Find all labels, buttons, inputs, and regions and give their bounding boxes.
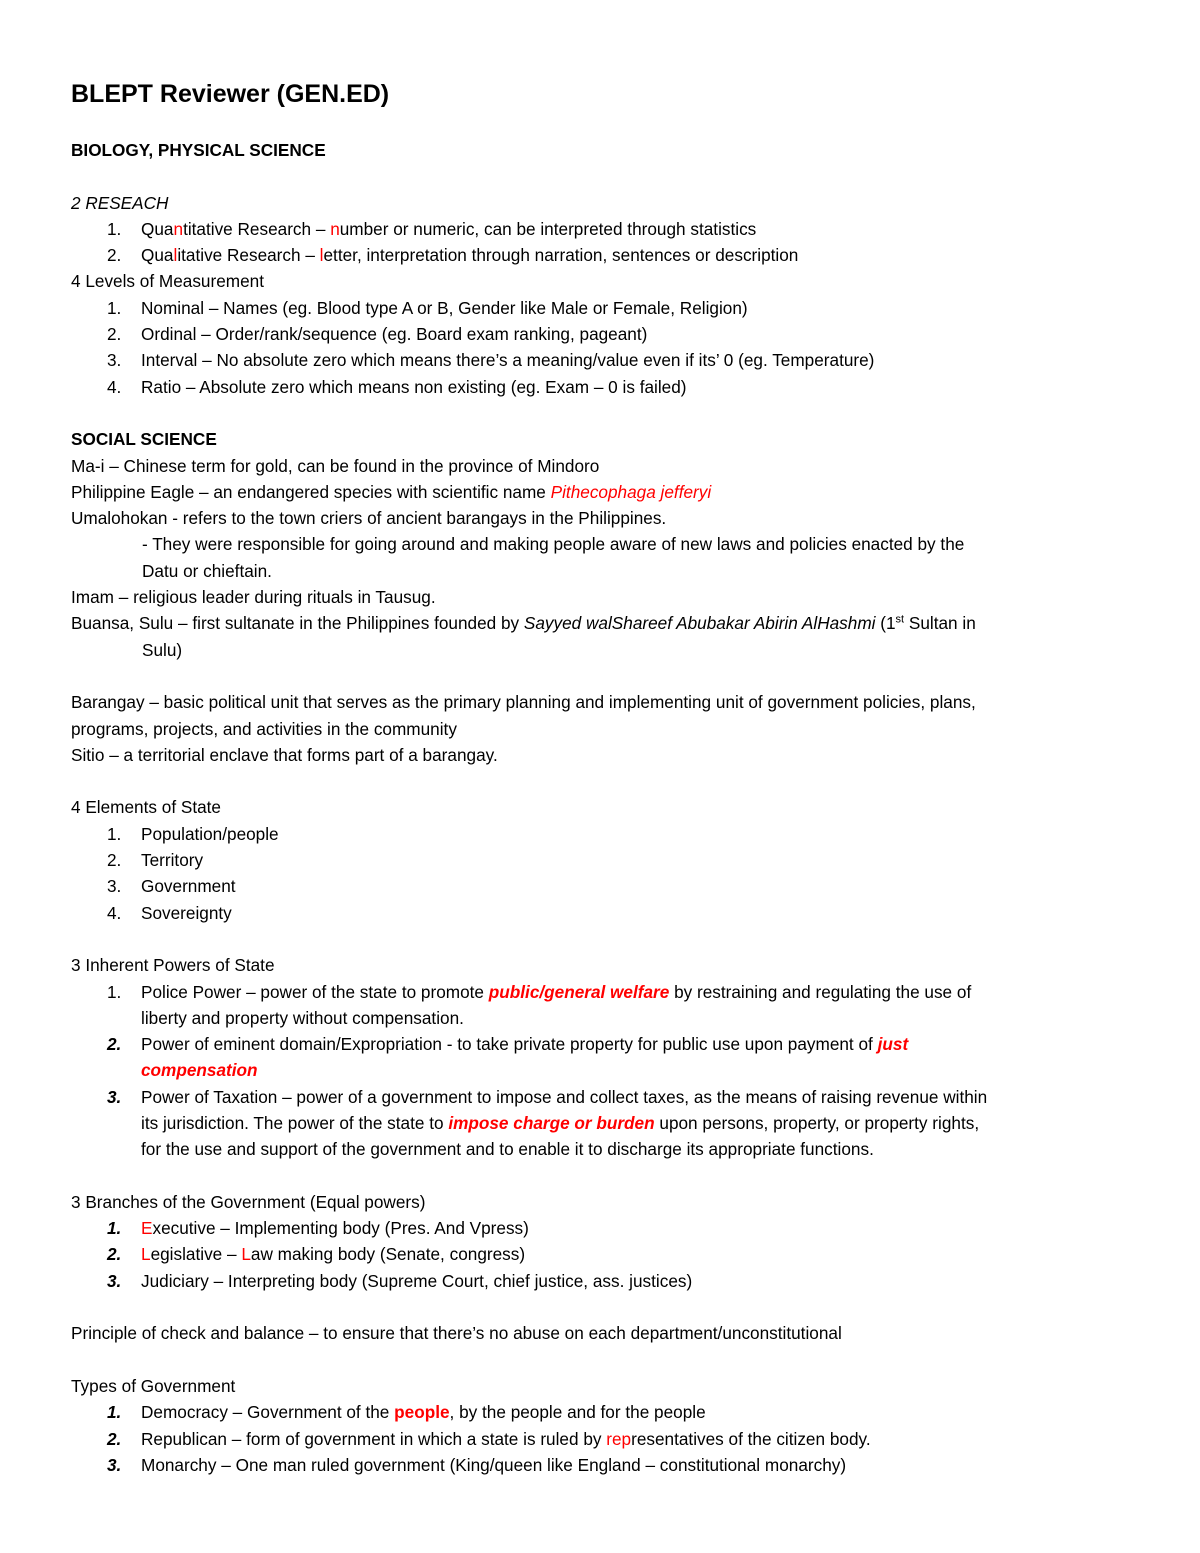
list-number: 3.: [107, 1454, 122, 1475]
list-item: 4. Ratio – Absolute zero which means non existing (eg. Exam – 0 is failed): [71, 374, 1140, 400]
sultan-name: Sayyed walShareef Abubakar Abirin AlHashmi: [523, 613, 876, 634]
list-number: 1.: [107, 1402, 122, 1423]
list-item: 3. Government: [71, 873, 1140, 899]
research-heading: 2 RESEACH: [71, 192, 169, 213]
section-heading-biology: BIOLOGY, PHYSICAL SCIENCE: [71, 140, 326, 160]
mai-definition: Ma-i – Chinese term for gold, can be found in the province of Mindoro: [71, 455, 600, 476]
list-number: 1.: [107, 823, 122, 844]
list-number: 1.: [107, 1218, 122, 1239]
document-title: BLEPT Reviewer (GEN.ED): [71, 80, 390, 108]
list-item: 1. Democracy – Government of the people, by the people and for the people: [71, 1399, 1140, 1425]
types-heading: Types of Government: [71, 1375, 236, 1396]
list-number: 2.: [107, 1428, 122, 1449]
spacer: [71, 1163, 1140, 1189]
elements-list: [71, 821, 1140, 926]
spacer: [71, 926, 1140, 952]
list-number: 2.: [107, 245, 122, 266]
eagle-definition: Philippine Eagle – an endangered species with scientific name Pithecophaga jefferyi: [71, 481, 712, 502]
list-item: 1. Police Power – power of the state to promote public/general welfare by restraining and regulating the use of liberty and property without compensation.: [71, 979, 1140, 1032]
list-number: 2.: [107, 850, 122, 871]
branches-heading: 3 Branches of the Government (Equal powers): [71, 1191, 426, 1212]
list-number: 3.: [107, 1086, 122, 1107]
list-item: 1. Nominal – Names (eg. Blood type A or B, Gender like Male or Female, Religion): [71, 295, 1140, 321]
elements-heading: 4 Elements of State: [71, 797, 221, 818]
list-number: 1.: [107, 981, 122, 1002]
powers-list: [71, 979, 1140, 1163]
umalohokan-definition: Umalohokan - refers to the town criers of ancient barangays in the Philippines.: [71, 508, 667, 529]
section-heading-social-science: SOCIAL SCIENCE: [71, 429, 217, 450]
check-and-balance: Principle of check and balance – to ensure that there’s no abuse on each department/unconstitutional: [71, 1323, 842, 1344]
list-item: 3. Interval – No absolute zero which means there’s a meaning/value even if its’ 0 (eg. Temperature): [71, 347, 1140, 373]
list-item: 1. Executive – Implementing body (Pres. And Vpress): [71, 1215, 1140, 1241]
barangay-definition-cont: programs, projects, and activities in the community: [71, 718, 457, 739]
research-list: [71, 216, 1140, 269]
spacer: [71, 768, 1140, 794]
list-item: 3. Power of Taxation – power of a government to impose and collect taxes, as the means of raising revenue within its jurisdiction. The power of the state to impose charge or burden upon persons, property, or property rights, for the use and support of the government and to enable it to discharge its appropriate functions.: [71, 1084, 1140, 1163]
branches-list: [71, 1215, 1140, 1294]
barangay-definition: Barangay – basic political unit that serves as the primary planning and implementing unit of government policies, plans,: [71, 692, 976, 713]
list-number: 1.: [107, 218, 122, 239]
measurement-heading: 4 Levels of Measurement: [71, 271, 264, 292]
list-item: 3. Judiciary – Interpreting body (Supreme Court, chief justice, ass. justices): [71, 1268, 1140, 1294]
sitio-definition: Sitio – a territorial enclave that forms part of a barangay.: [71, 744, 498, 765]
list-number: 2.: [107, 1034, 122, 1055]
list-number: 1.: [107, 297, 122, 318]
umalohokan-detail: - They were responsible for going around and making people aware of new laws and policies enacted by the: [142, 534, 965, 555]
list-item: 2. Legislative – Law making body (Senate, congress): [71, 1241, 1140, 1267]
spacer: [71, 400, 1140, 426]
list-number: 4.: [107, 376, 122, 397]
list-item: 1. Population/people: [71, 821, 1140, 847]
list-item: 4. Sovereignty: [71, 900, 1140, 926]
list-item: 3. Monarchy – One man ruled government (King/queen like England – constitutional monarchy): [71, 1452, 1140, 1478]
list-number: 3.: [107, 876, 122, 897]
spacer: [71, 1294, 1140, 1320]
list-number: 2.: [107, 1244, 122, 1265]
list-item: 2. Ordinal – Order/rank/sequence (eg. Board exam ranking, pageant): [71, 321, 1140, 347]
scientific-name: Pithecophaga jefferyi: [550, 481, 712, 502]
list-number: 3.: [107, 350, 122, 371]
buansa-definition-cont: Sulu): [142, 639, 183, 660]
buansa-definition: Buansa, Sulu – first sultanate in the Philippines founded by Sayyed walShareef Abubakar Abirin AlHashmi (1st Sultan in: [71, 613, 976, 634]
list-number: 3.: [107, 1270, 122, 1291]
spacer: [71, 663, 1140, 689]
list-item: 2. Republican – form of government in which a state is ruled by representatives of the citizen body.: [71, 1426, 1140, 1452]
list-number: 4.: [107, 902, 122, 923]
list-item: 2. Territory: [71, 847, 1140, 873]
measurement-list: [71, 295, 1140, 400]
imam-definition: Imam – religious leader during rituals in Tausug.: [71, 587, 436, 608]
list-number: 2.: [107, 324, 122, 345]
types-list: [71, 1399, 1140, 1478]
list-item: 2. Power of eminent domain/Expropriation - to take private property for public use upon payment of just compensation: [71, 1031, 1140, 1084]
list-item: 1. Quantitative Research – number or numeric, can be interpreted through statistics: [71, 216, 1140, 242]
umalohokan-detail-cont: Datu or chieftain.: [142, 560, 272, 581]
list-item: 2. Qualitative Research – letter, interpretation through narration, sentences or description: [71, 242, 1140, 268]
spacer: [71, 163, 1140, 189]
spacer: [71, 1347, 1140, 1373]
powers-heading: 3 Inherent Powers of State: [71, 955, 275, 976]
